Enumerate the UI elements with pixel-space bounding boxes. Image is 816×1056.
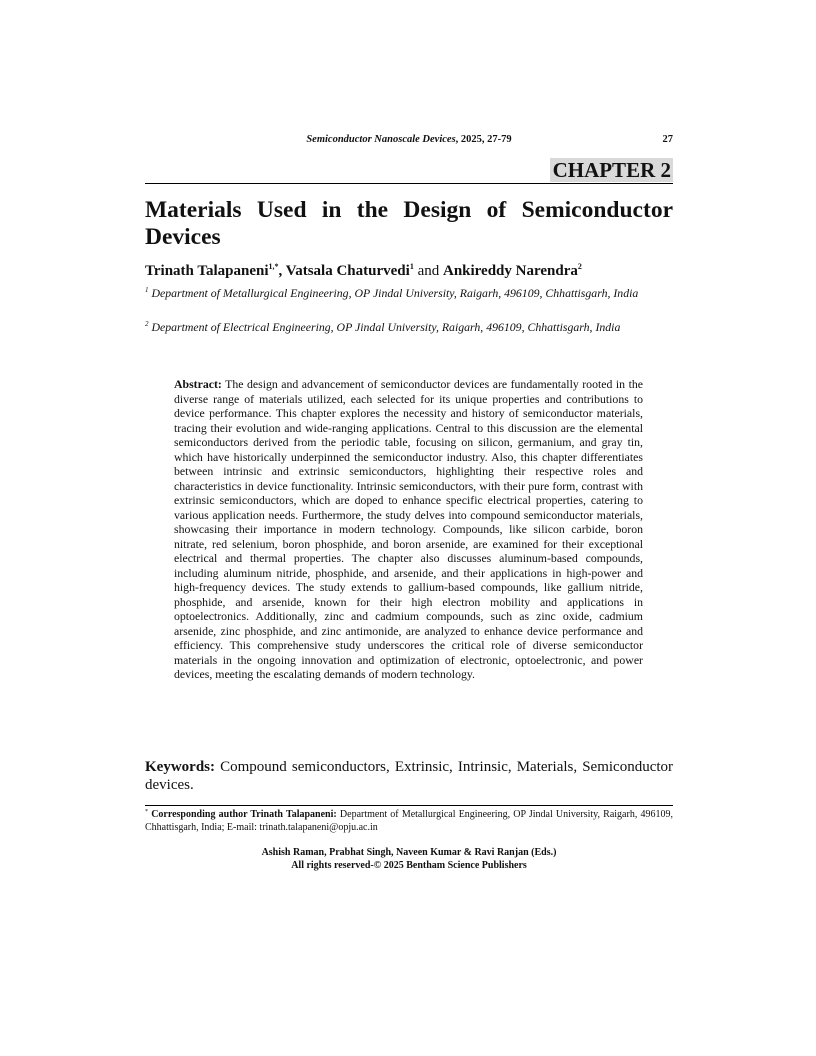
copyright-line: All rights reserved-© 2025 Bentham Science Publishers [291,859,527,871]
chapter-title: Materials Used in the Design of Semiconductor Devices [145,197,673,250]
keywords-label: Keywords: [145,759,215,775]
affiliation [145,286,673,301]
author-affiliation-mark: 1,* [268,262,279,271]
affiliation-text: Department of Metallurgical Engineering, OP Jindal University, Raigarh, 496109, Chhattisgarh, India [151,286,639,300]
running-head [145,133,673,147]
author-list [145,262,673,280]
keywords [145,758,673,794]
abstract [174,377,643,682]
running-head-title [145,133,673,147]
page-number: 27 [662,134,673,145]
journal-name: Semiconductor Nanoscale Devices [306,134,456,145]
author-affiliation-mark: 2 [577,262,582,271]
abstract-text: The design and advancement of semiconductor devices are fundamentally rooted in the diverse range of materials utilized, each selected for its unique properties and contributions to device performance. This chapter explores the necessity and history of semiconductor materials, tracing their evolution and wide-ranging applications. Central to this discussion are the elemental semiconductors derived from the periodic table, focusing on silicon, germanium, and gray tin, which have historically underpinned the semiconductor industry. Also, this chapter differentiates between intrinsic and extrinsic semiconductors, highlighting their respective roles and characteristics in device functionality. Intrinsic semiconductors, with their pure form, contrast with extrinsic semiconductors, which are doped to enhance specific electrical properties, catering to various application needs. Furthermore, the study delves into compound semiconductor materials, showcasing their importance in modern technology. Compounds, like silicon carbide, boron nitrate, red selenium, boron phosphide, and boron arsenide, are examined for their exceptional electrical and thermal properties. The chapter also discusses aluminum-based compounds, including aluminum nitride, phosphide, and arsenide, and their applications in high-power and high-frequency devices. The study extends to gallium-based compounds, like gallium nitride, phosphide, and arsenide, known for their high electron mobility and applications in optoelectronics. Additionally, zinc and cadmium compounds, such as zinc oxide, cadmium arsenide, zinc phosphide, and zinc antimonide, are analyzed to enhance device performance and efficiency. This comprehensive study underscores the critical role of diverse semiconductor materials in the ongoing innovation and optimization of electronic, optoelectronic, and power devices, meeting the escalating demands of modern technology. [174,377,643,681]
chapter-label: CHAPTER 2 [550,158,673,182]
journal-issue: , 2025, 27-79 [455,134,512,145]
abstract-label: Abstract: [174,377,222,391]
keywords-text: Compound semiconductors, Extrinsic, Intrinsic, Materials, Semiconductor devices. [145,759,674,793]
affiliation [145,320,673,335]
author-separator: , [278,263,286,279]
author-affiliation-mark: 1 [409,262,414,271]
author-name: Ankireddy Narendra [442,263,578,279]
author-name: Vatsala Chaturvedi [285,263,410,279]
footnote-label: Corresponding author Trinath Talapaneni: [151,809,337,820]
footnote [145,809,673,834]
footnote-divider [145,805,673,806]
chapter-divider [145,183,673,184]
editors-line: Ashish Raman, Prabhat Singh, Naveen Kumar & Ravi Ranjan (Eds.) [261,847,557,858]
author-separator: and [413,263,443,279]
affiliation-text: Department of Electrical Engineering, OP Jindal University, Raigarh, 496109, Chhattisgarh, India [151,320,621,334]
footnote-text: Department of Metallurgical Engineering, OP Jindal University, Raigarh, 496109, Chhattisgarh, India; E-mail: trinath.talapaneni@opju.ac.in [145,809,674,833]
footnote-mark: * [145,809,148,815]
affiliation-mark: 2 [145,320,149,328]
affiliation-mark: 1 [145,286,149,294]
author-name: Trinath Talapaneni [145,263,269,279]
book-editors [145,847,673,872]
